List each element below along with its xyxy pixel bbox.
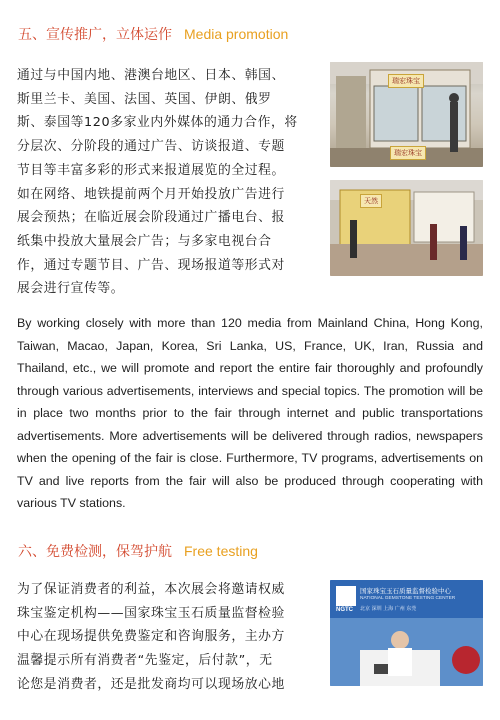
cn-line: 珠宝鉴定机构——国家珠宝玉石质量监督检验 bbox=[17, 605, 285, 621]
section-6-title-cn: 六、免费检测，保驾护航 bbox=[18, 544, 172, 560]
booth-photo-2-drawing bbox=[330, 180, 483, 276]
testing-center-banner: 国家珠宝玉石质量监督检验中心 bbox=[360, 587, 451, 595]
booth-1-sign: 瑞宏珠宝 bbox=[388, 74, 424, 88]
cn-line: 如在网络、地铁提前两个月开始投放广告进行 bbox=[17, 186, 285, 202]
booth-2-sign: 天然 bbox=[360, 194, 382, 208]
section-5-cn-paragraph bbox=[17, 64, 298, 301]
cn-line: 温馨提示所有消费者“先鉴定，后付款”，无 bbox=[17, 653, 273, 669]
ngtc-logo: NGTC bbox=[336, 607, 353, 613]
testing-center-cities: 北京 深圳 上海 广州 东莞 bbox=[360, 606, 417, 612]
cn-line: 节目等丰富多彩的形式来报道展览的全过程。 bbox=[17, 162, 285, 178]
cn-line: 分层次、分阶段的通过广告、访谈报道、专题 bbox=[17, 139, 285, 155]
cn-line: 展会进行宣传等。 bbox=[17, 281, 125, 297]
booth-photo-1 bbox=[330, 62, 483, 167]
section-6-cn-paragraph bbox=[17, 578, 285, 697]
section-6-title bbox=[18, 541, 258, 561]
section-5-title bbox=[18, 24, 288, 44]
cn-line: 通过与中国内地、港澳台地区、日本、韩国、 bbox=[17, 68, 285, 83]
cn-line: 作，通过专题节目、广告、现场报道等形式对 bbox=[17, 257, 285, 273]
cn-line: 展会预热；在临近展会阶段通过广播电台、报 bbox=[17, 210, 285, 226]
cn-line: 为了保证消费者的利益，本次展会将邀请权威 bbox=[17, 582, 285, 597]
section-5-title-en: Media promotion bbox=[184, 26, 289, 42]
section-5-en-paragraph: By working closely with more than 120 media from Mainland China, Hong Kong, Taiwan, Macao, Japan, Korea, Sri Lanka, US, France, UK, Iran, Russia and Thailand, etc., we will promote and report the entire fair thoroughly and profoundly through various advertisements, interviews and special topics. The promotion will be in place two months prior to the fair through internet and public transportations advertisements. More advertisements will be delivered through radios, newspapers when the opening of the fair is close. Furthermore, TV programs, advertisements on TV and live reports from the fair will also be produced through cooperating with various TV stations. bbox=[17, 316, 483, 510]
cn-line: 纸集中投放大量展会广告；与多家电视台合 bbox=[17, 233, 272, 249]
cn-line: 斯里兰卡、美国、法国、英国、伊朗、俄罗 bbox=[17, 91, 272, 107]
cn-line: 中心在现场提供免费鉴定和咨询服务，主办方 bbox=[17, 629, 285, 645]
section-5-title-cn: 五、宣传推广，立体运作 bbox=[18, 27, 172, 43]
booth-photo-2 bbox=[330, 180, 483, 276]
section-6-title-en: Free testing bbox=[184, 543, 258, 559]
cn-line: 论您是消费者，还是批发商均可以现场放心地 bbox=[17, 676, 285, 692]
booth-1-sign-lower: 瑞宏珠宝 bbox=[390, 146, 426, 160]
testing-center-photo bbox=[330, 580, 483, 686]
cn-line: 斯、泰国等120多家业内外媒体的通力合作，将 bbox=[17, 115, 298, 131]
testing-center-banner-en: NATIONAL GEMSTONE TESTING CENTER bbox=[360, 596, 456, 601]
